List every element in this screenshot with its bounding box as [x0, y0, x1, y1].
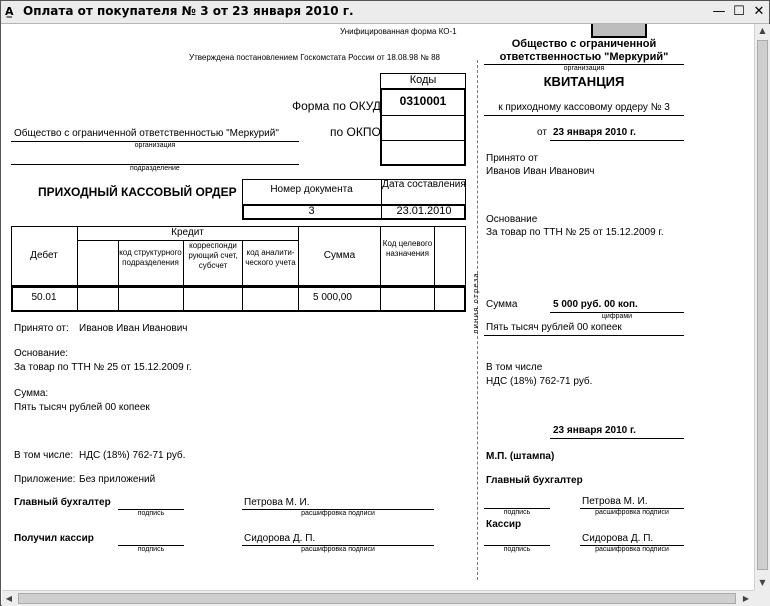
receipt-stamp: М.П. (штампа) — [486, 451, 555, 462]
row-debit: 50.01 — [31, 292, 57, 303]
receipt-org-caption: организация — [563, 65, 605, 72]
receipt-to-order-line — [484, 115, 684, 116]
maximize-button[interactable]: ☐ — [733, 4, 745, 19]
analytic-code-header: код аналити- ческого учета — [245, 248, 296, 267]
document-area — [2, 24, 754, 590]
receipt-received-from: Иванов Иван Иванович — [486, 166, 595, 177]
cut-line-label: линия отреза — [472, 272, 480, 334]
attach-label: Приложение: — [14, 474, 76, 485]
receipt-title: КВИТАНЦИЯ — [543, 74, 625, 89]
okpo-label: по ОКПО — [330, 125, 381, 139]
scroll-down-icon[interactable]: ▼ — [759, 578, 766, 587]
attach: Без приложений — [79, 474, 156, 485]
dept-caption: подразделение — [130, 165, 180, 172]
receipt-sum-label: Сумма — [486, 299, 518, 310]
receipt-cashier-label: Кассир — [486, 519, 522, 530]
receipt-basis: За товар по ТТН № 25 от 15.12.2009 г. — [486, 227, 664, 238]
received-from: Иванов Иван Иванович — [79, 323, 188, 334]
receipt-chief-sign-caption: подпись — [503, 509, 531, 516]
document-app-icon: A̲ — [5, 5, 14, 18]
org-caption: организация — [134, 142, 176, 149]
receipt-words-line — [484, 335, 684, 336]
receipt-chief-label: Главный бухгалтер — [486, 475, 583, 486]
codes-divider — [380, 115, 466, 116]
cashier-name: Сидорова Д. П. — [244, 533, 316, 544]
scroll-right-icon[interactable]: ▶ — [742, 594, 750, 603]
cashier-label: Получил кассир — [14, 533, 94, 544]
doc-number: 3 — [308, 205, 315, 217]
receipt-to-order: к приходному кассовому ордеру № 3 — [498, 102, 670, 113]
org-name: Общество с ограниченной ответственностью "Меркурий" — [14, 128, 279, 139]
credit-header: Кредит — [171, 227, 204, 238]
receipt-org-line2: ответственностью "Меркурий" — [499, 51, 669, 63]
cashier-sign-caption: подпись — [137, 546, 165, 553]
minimize-button[interactable]: — — [712, 4, 726, 19]
doc-number-header: Номер документа — [270, 184, 353, 195]
order-title: ПРИХОДНЫЙ КАССОВЫЙ ОРДЕР — [38, 185, 237, 199]
cashier-decode-caption: расшифровка подписи — [301, 546, 375, 553]
received-from-label: Принято от: — [14, 323, 69, 334]
title-bar — [1, 1, 769, 24]
window-title: Оплата от покупателя № 3 от 23 января 2010 г. — [23, 4, 354, 18]
doc-date: 23.01.2010 — [396, 205, 452, 217]
incl-label: В том числе: — [14, 450, 74, 461]
debit-header: Дебет — [30, 250, 58, 261]
receipt-digits-caption: цифрами — [601, 313, 633, 320]
sum-words: Пять тысяч рублей 00 копеек — [14, 402, 150, 413]
receipt-from-line — [550, 140, 684, 141]
stamp-box — [591, 24, 647, 38]
table-row — [11, 286, 466, 312]
receipt-cashier-sign-caption: подпись — [503, 546, 531, 553]
receipt-incl-label: В том числе — [486, 362, 543, 373]
chief-sign-caption: подпись — [137, 510, 165, 517]
receipt-chief-decode-caption: расшифровка подписи — [595, 509, 669, 516]
receipt-sum-value: 5 000 руб. 00 коп. — [553, 299, 638, 310]
vertical-scrollbar[interactable] — [754, 24, 770, 590]
okud-value: 0310001 — [399, 94, 447, 108]
horizontal-scrollbar[interactable] — [2, 590, 754, 606]
row-sum: 5 000,00 — [313, 292, 352, 303]
receipt-date: 23 января 2010 г. — [553, 425, 636, 436]
chief-name: Петрова М. И. — [244, 497, 310, 508]
doc-date-header: Дата составления — [382, 179, 466, 190]
receipt-cashier-decode-caption: расшифровка подписи — [595, 546, 669, 553]
chief-label: Главный бухгалтер — [14, 497, 111, 508]
receipt-basis-label: Основание — [486, 214, 538, 225]
basis: За товар по ТТН № 25 от 15.12.2009 г. — [14, 362, 192, 373]
receipt-incl: НДС (18%) 762-71 руб. — [486, 376, 593, 387]
basis-label: Основание: — [14, 348, 69, 359]
codes-divider — [380, 140, 466, 141]
close-button[interactable]: ✕ — [753, 4, 765, 19]
resize-corner[interactable] — [754, 590, 770, 606]
vertical-scroll-thumb[interactable] — [757, 40, 768, 570]
purpose-code-header: Код целевого назначения — [382, 239, 433, 258]
okud-label: Форма по ОКУД — [292, 99, 381, 113]
receipt-cashier-name: Сидорова Д. П. — [582, 533, 654, 544]
receipt-org-line1: Общество с ограниченной — [511, 38, 657, 50]
horizontal-scroll-thumb[interactable] — [18, 593, 736, 604]
approved-note: Утверждена постановлением Госкомстата России от 18.08.98 № 88 — [189, 53, 440, 62]
receipt-chief-name: Петрова М. И. — [582, 496, 648, 507]
receipt-received-label: Принято от — [486, 153, 539, 164]
codes-header: Коды — [409, 74, 437, 86]
receipt-from-label: от — [537, 127, 547, 138]
incl: НДС (18%) 762-71 руб. — [79, 450, 186, 461]
sum-label: Сумма: — [14, 388, 49, 399]
scroll-up-icon[interactable]: ▲ — [759, 26, 766, 35]
unified-form: Унифицированная форма КО-1 — [340, 27, 457, 36]
receipt-date-line — [550, 438, 684, 439]
receipt-sum-words: Пять тысяч рублей 00 копеек — [486, 322, 622, 333]
corr-account-header: корреспонди рующий счет, субсчет — [188, 241, 238, 270]
sum-header: Сумма — [323, 250, 356, 261]
scroll-left-icon[interactable]: ◀ — [5, 594, 13, 603]
receipt-from-date: 23 января 2010 г. — [553, 127, 636, 138]
chief-decode-caption: расшифровка подписи — [301, 510, 375, 517]
struct-code-header: код структурного подразделения — [119, 248, 182, 267]
